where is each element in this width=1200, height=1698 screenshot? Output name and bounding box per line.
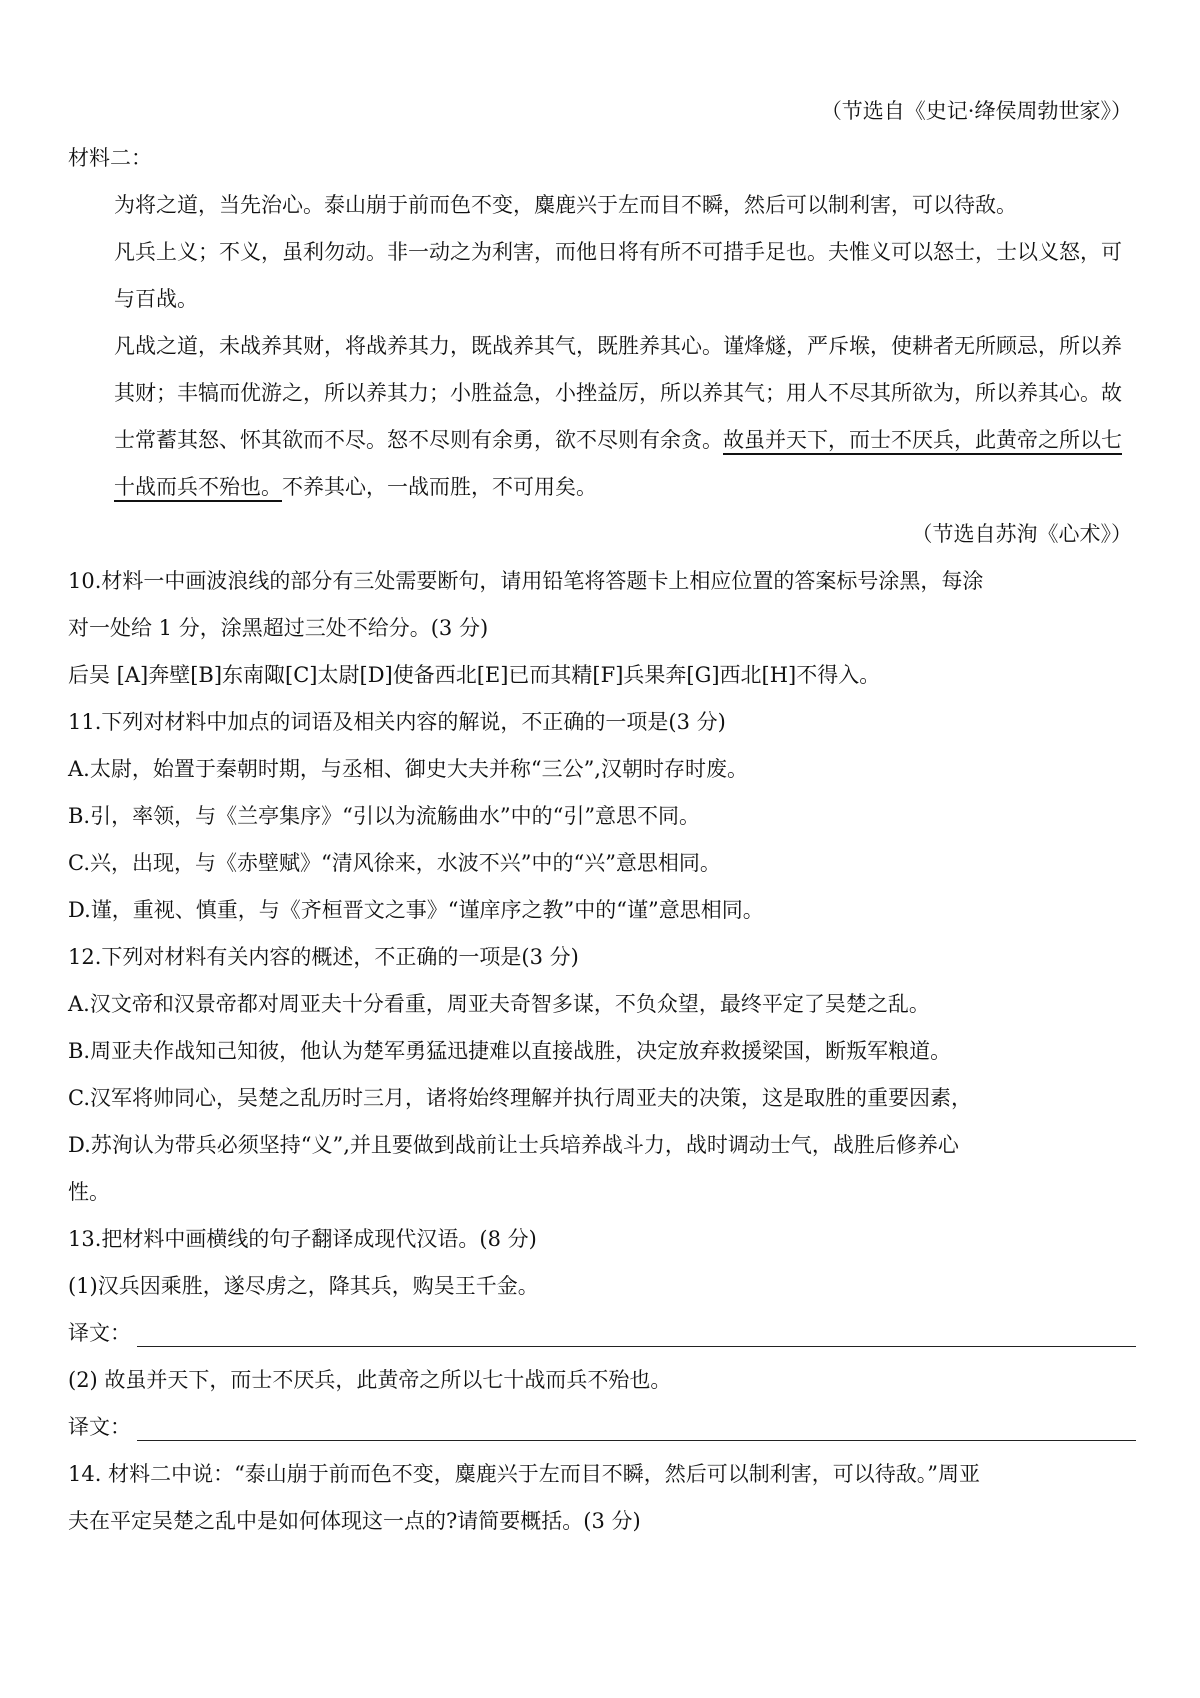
q13-answer-row-2 xyxy=(68,1404,1136,1451)
q10-line-2: 对一处给 1 分，涂黑超过三处不给分。(3 分) xyxy=(68,616,489,640)
q12-stem: 12.下列对材料有关内容的概述，不正确的一项是(3 分) xyxy=(68,945,579,969)
q12-option-d-line1: D.苏洵认为带兵必须坚持“义”,并且要做到战前让士兵培养战斗力，战时调动士气，战胜后修养心 xyxy=(68,1133,959,1157)
material2-paragraph-1 xyxy=(68,182,1136,229)
q12-option-a: A.汉文帝和汉景帝都对周亚夫十分看重，周亚夫奇智多谋，不负众望，最终平定了吴楚之乱。 xyxy=(68,992,930,1016)
translation-label: 译文： xyxy=(68,1321,131,1345)
q11-option-c: C.兴，出现，与《赤壁赋》“清风徐来，水波不兴”中的“兴”意思相同。 xyxy=(68,851,721,875)
q10-options: 后吴 [A]奔壁[B]东南陬[C]太尉[D]使备西北[E]已而其精[F]兵果奔[G]西北[H]不得入。 xyxy=(68,663,881,687)
q11-option-b: B.引，率领，与《兰亭集序》“引以为流觞曲水”中的“引”意思不同。 xyxy=(68,804,701,828)
translation-label: 译文： xyxy=(68,1415,131,1439)
q11-option-d: D.谨，重视、慎重，与《齐桓晋文之事》“谨庠序之教”中的“谨”意思相同。 xyxy=(68,898,764,922)
underlined-sentence: 故虽并天下，而士不厌兵，此黄帝之所以七十战而兵不殆也。 xyxy=(114,428,1122,499)
q11-option-a: A.太尉，始置于秦朝时期，与丞相、御史大夫并称“三公”,汉朝时存时废。 xyxy=(68,757,748,781)
material2-p3-tail: 不养其心，一战而胜，不可用矣。 xyxy=(282,475,597,499)
q13-sentence-1: (1)汉兵因乘胜，遂尽虏之，降其兵，购吴王千金。 xyxy=(68,1274,539,1298)
q12-option-b: B.周亚夫作战知己知彼，他认为楚军勇猛迅捷难以直接战胜，决定放弃救援梁国，断叛军粮道。 xyxy=(68,1039,952,1063)
q14-line-1: 14. 材料二中说：“泰山崩于前而色不变，麋鹿兴于左而目不瞬，然后可以制利害，可以待敌。”周亚 xyxy=(68,1462,981,1486)
material2-paragraph-3 xyxy=(68,323,1136,511)
q10-line-1: 10.材料一中画波浪线的部分有三处需要断句，请用铅笔将答题卡上相应位置的答案标号涂黑，每涂 xyxy=(68,569,984,593)
answer-blank-2[interactable] xyxy=(137,1410,1136,1441)
q12-option-c: C.汉军将帅同心，吴楚之乱历时三月，诸将始终理解并执行周亚夫的决策，这是取胜的重要因素， xyxy=(68,1086,972,1110)
material2-p3-text: 凡战之道，未战养其财，将战养其力，既战养其气，既胜养其心。谨烽燧，严斥堠，使耕者无所顾忌，所以养其财；丰犒而优游之，所以养其力；小胜益急，小挫益厉，所以养其气；用人不尽其所欲为，所以养其心。故士常蓄其怒、怀其欲而不尽。怒不尽则有余勇，欲不尽则有余贪。 xyxy=(114,334,1122,452)
answer-blank-1[interactable] xyxy=(137,1316,1136,1347)
material2-p1-text: 为将之道，当先治心。泰山崩于前而色不变，麋鹿兴于左而目不瞬，然后可以制利害，可以待敌。 xyxy=(114,193,1017,217)
q13-answer-row-1 xyxy=(68,1310,1136,1357)
q12-option-d-line2: 性。 xyxy=(68,1180,110,1204)
material2-heading: 材料二： xyxy=(68,146,152,170)
material2-p2-text: 凡兵上义；不义，虽利勿动。非一动之为利害，而他日将有所不可措手足也。夫惟义可以怒士，士以义怒，可与百战。 xyxy=(114,240,1122,311)
q13-stem: 13.把材料中画横线的句子翻译成现代汉语。(8 分) xyxy=(68,1227,537,1251)
material2-paragraph-2 xyxy=(68,229,1136,323)
q13-sentence-2: (2) 故虽并天下，而士不厌兵，此黄帝之所以七十战而兵不殆也。 xyxy=(68,1368,672,1392)
q11-stem: 11.下列对材料中加点的词语及相关内容的解说，不正确的一项是(3 分) xyxy=(68,710,726,734)
source-citation-1: （节选自《史记·绛侯周勃世家》） xyxy=(820,99,1132,123)
source-citation-2: （节选自苏洵《心术》） xyxy=(911,522,1132,546)
q14-line-2: 夫在平定吴楚之乱中是如何体现这一点的?请简要概括。(3 分) xyxy=(68,1509,641,1533)
